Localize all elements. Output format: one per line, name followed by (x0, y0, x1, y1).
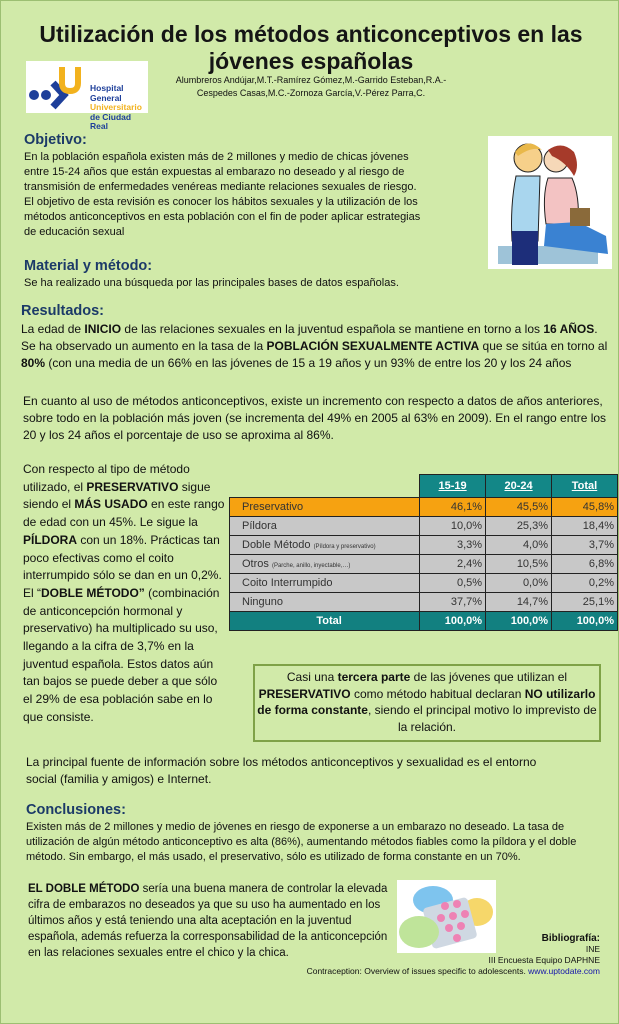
conclusiones-paragraph-1: Existen más de 2 millones y medio de jóvenes en riesgo de exponerse a un embarazo no deseado. La tasa de utilización de algún método anticonceptivo es alta (86%), aumentando métodos fiables como la píldora y el doble método. Sin embargo, el más usado, el preservativo, sólo es utilizado de forma constante en un 70%. (26, 821, 577, 863)
table-total-row: Total 100,0% 100,0% 100,0% (230, 612, 618, 631)
logo-line1: Hospital General (90, 83, 124, 103)
preservativo-callout: Casi una tercera parte de las jóvenes que utilizan el PRESERVATIVO como método habitual declaran NO utilizarlo de forma constante, siendo el principal motivo lo imprevisto de la relación. (253, 664, 601, 742)
bibliografia: Bibliografía: INE III Encuesta Equipo DAPHNE Contraception: Overview of issues specific to adolescents. www.uptodate.com (306, 933, 600, 976)
couple-illustration (488, 136, 612, 269)
logo-line3: de Ciudad Real (90, 111, 132, 131)
resultados-paragraph-4: La principal fuente de información sobre los métodos anticonceptivos y sexualidad es el entorno social (familia y amigos) e Internet. (26, 755, 537, 786)
material-text: Se ha realizado una búsqueda por las principales bases de datos españolas. (24, 277, 399, 289)
resultados-paragraph-2: En cuanto al uso de métodos anticonceptivos, existe un incremento con respecto a datos de años anteriores, sobre todo en la población más joven (se incrementa del 49% en 2005 al 63% en 2009). En el rango entre los 20 y los 24 años el porcentaje de uso se aproxima al 86%. (23, 394, 607, 442)
conclusiones-paragraph-2: EL DOBLE MÉTODO sería una buena manera de controlar la elevada cifra de embarazos no deseados ya que su uso ha aumentado en los últimos años y está teniendo una alta aceptación en la juventud española, además refuerza la corresponsabilidad de la anticoncepción en las relaciones sexuales entre el chico y la chica. (28, 883, 388, 959)
bibliografia-heading: Bibliografía: (541, 933, 600, 944)
objetivo-text: En la población española existen más de 2 millones y medio de chicas jóvenes entre 15-24 años que están expuestas al embarazo no deseado y al riesgo de transmisión de enfermedades venéreas mediante relaciones sexuales de riesgo. El objetivo de esta revisión es conocer los hábitos sexuales y la utilización de los métodos anticonceptivos en esta población con el fin de poder aplicar estrategias de educación sexual (24, 151, 421, 238)
contraceptive-methods-table (229, 474, 618, 631)
logo-line2: Universitario (90, 102, 142, 112)
couple-kiss-icon (488, 136, 612, 269)
hospital-logo-icon (26, 61, 88, 113)
table-row: Otros (Parche, anillo, inyectable,…) 2,4% 10,5% 6,8% (230, 555, 618, 574)
table-row: Píldora 10,0% 25,3% 18,4% (230, 517, 618, 536)
table-row: Ninguno 37,7% 14,7% 25,1% (230, 593, 618, 612)
table-row: Preservativo 46,1% 45,5% 45,8% (230, 498, 618, 517)
header-20-24: 20-24 (486, 475, 552, 498)
conclusiones-heading: Conclusiones: (26, 802, 126, 818)
header-15-19: 15-19 (420, 475, 486, 498)
material-heading: Material y método: (24, 258, 153, 274)
table-row: Doble Método (Píldora y preservativo) 3,3% 4,0% 3,7% (230, 536, 618, 555)
authors: Alumbreros Andújar,M.T.-Ramírez Gómez,M.-Garrido Esteban,R.A.- Cespedes Casas,M.C.-Zornoza García,V.-Pérez Parra,C. (175, 75, 447, 98)
resultados-paragraph-3: Con respecto al tipo de método utilizado, el PRESERVATIVO sigue siendo el MÁS USADO en este rango de edad con un 45%. Le sigue la PÍLDORA con un 18%. Prácticas tan poco efectivas como el coito interrumpido sólo se dan en un 0,2%. El “DOBLE MÉTODO” (combinación de anticoncepción hormonal y preservativo) ha multiplicado su uso, llegando a la cifra de 3,7% en la juventud española. Estos datos aún tan bajos se puede deber a que sólo el 29% de esa población sabe en lo que consiste. (23, 462, 225, 724)
uptodate-link[interactable]: www.uptodate.com (528, 966, 600, 976)
objetivo-heading: Objetivo: (24, 132, 87, 148)
header-total: Total (552, 475, 618, 498)
hospital-logo (26, 61, 148, 131)
resultados-heading: Resultados: (21, 303, 104, 319)
resultados-paragraph-1: La edad de INICIO de las relaciones sexuales en la juventud española se mantiene en torno a los 16 AÑOS. Se ha observado un aumento en la tasa de la POBLACIÓN SEXUALMENTE ACTIVA que se sitúa en torno al 80% (con una media de un 66% en las jóvenes de 15 a 19 años y un 93% de entre los 20 y los 24 años (21, 322, 608, 370)
table-row: Coito Interrumpido 0,5% 0,0% 0,2% (230, 574, 618, 593)
table-header-row (230, 475, 618, 498)
poster-title: Utilización de los métodos anticonceptivos en las jóvenes españolas (39, 21, 583, 74)
